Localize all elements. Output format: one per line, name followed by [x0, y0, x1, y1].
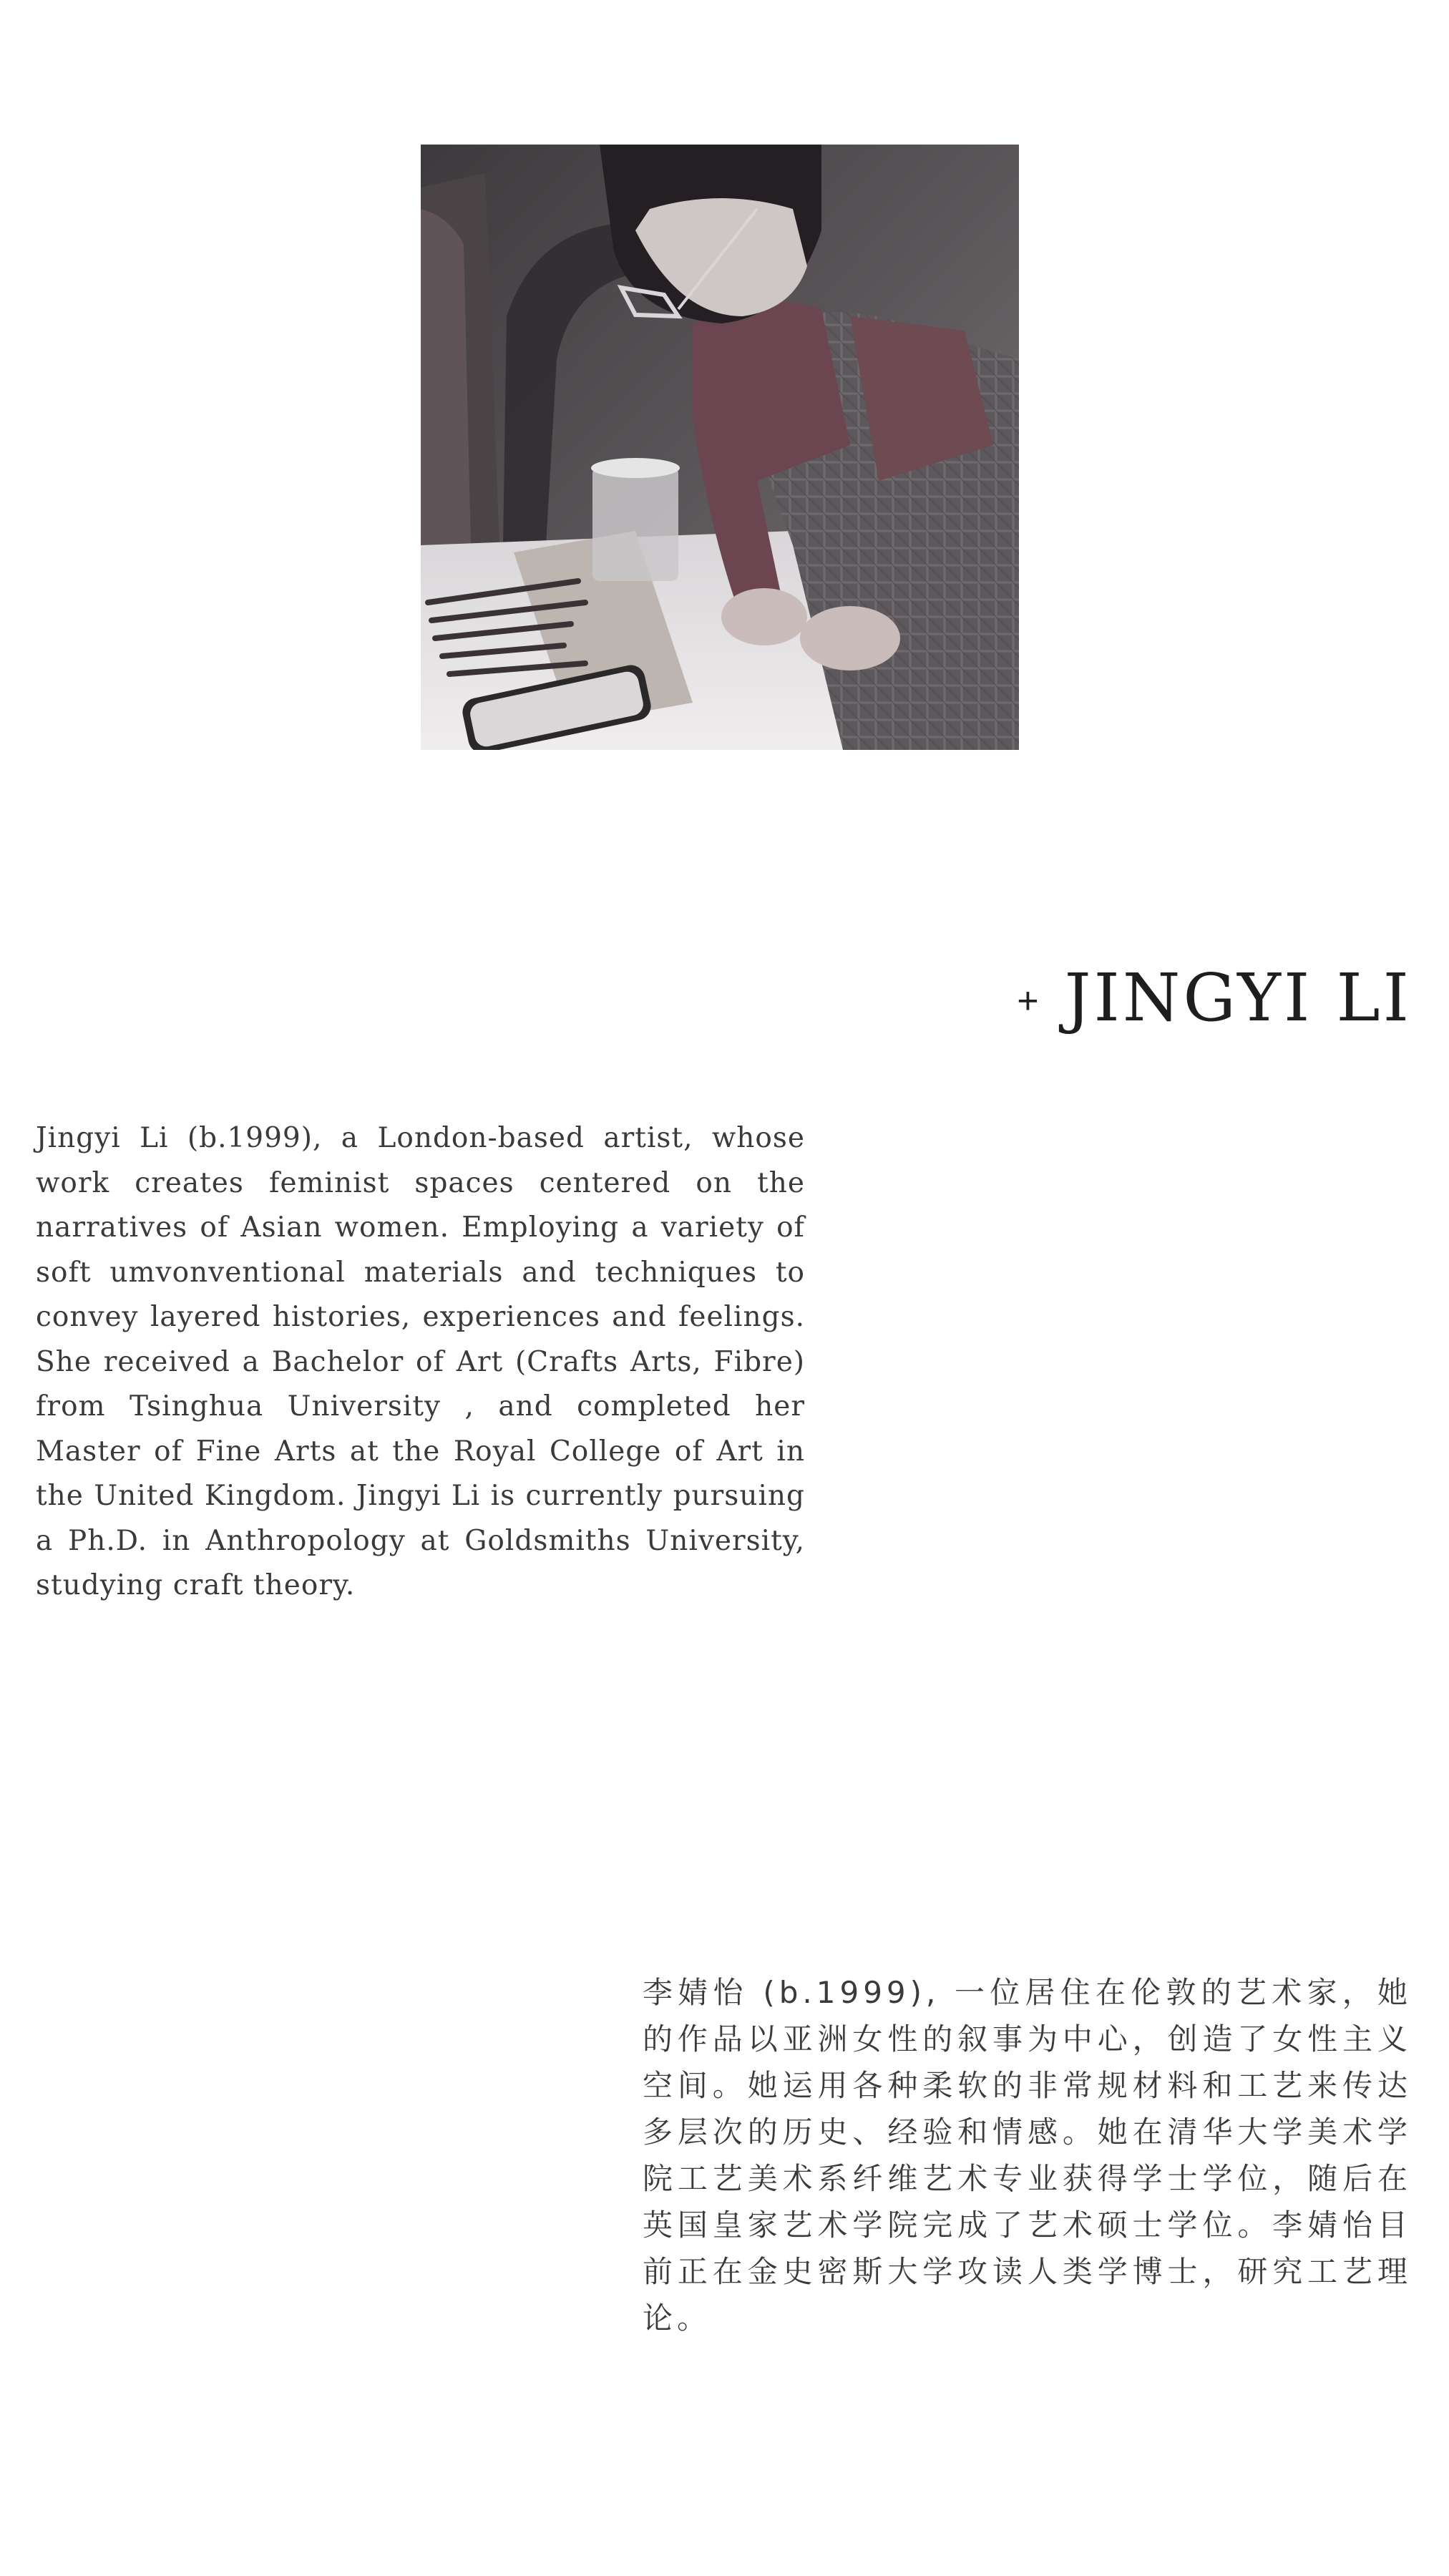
english-biography: Jingyi Li (b.1999), a London-based artist, whose work creates feminist spaces centered on the narratives of Asian women. Employing a variety of soft umvonventional materials and techniques to convey layered histories, experiences and feelings. She received a Bachelor of Art (Crafts Arts, Fibre) from Tsinghua University , and completed her Master of Fine Arts at the Royal College of Art in the United Kingdom. Jingyi Li is currently pursuing a Ph.D. in Anthropology at Goldsmiths University, studying craft theory. — [36, 1122, 805, 1601]
artist-portrait-photo — [421, 145, 1019, 750]
plus-icon: + — [1017, 980, 1039, 1022]
artist-name-heading — [1017, 952, 1412, 1045]
artist-name: JINGYI LI — [1064, 960, 1412, 1036]
portrait-image — [421, 145, 1019, 750]
chinese-biography: 李婧怡 (b.1999), 一位居住在伦敦的艺术家，她的作品以亚洲女性的叙事为中心，创造了女性主义空间。她运用各种柔软的非常规材料和工艺来传达多层次的历史、经验和情感。她在清华大学美术学院工艺美术系纤维艺术专业获得学士学位，随后在英国皇家艺术学院完成了艺术硕士学位。李婧怡目前正在金史密斯大学攻读人类学博士，研究工艺理论。 — [643, 1975, 1412, 2336]
